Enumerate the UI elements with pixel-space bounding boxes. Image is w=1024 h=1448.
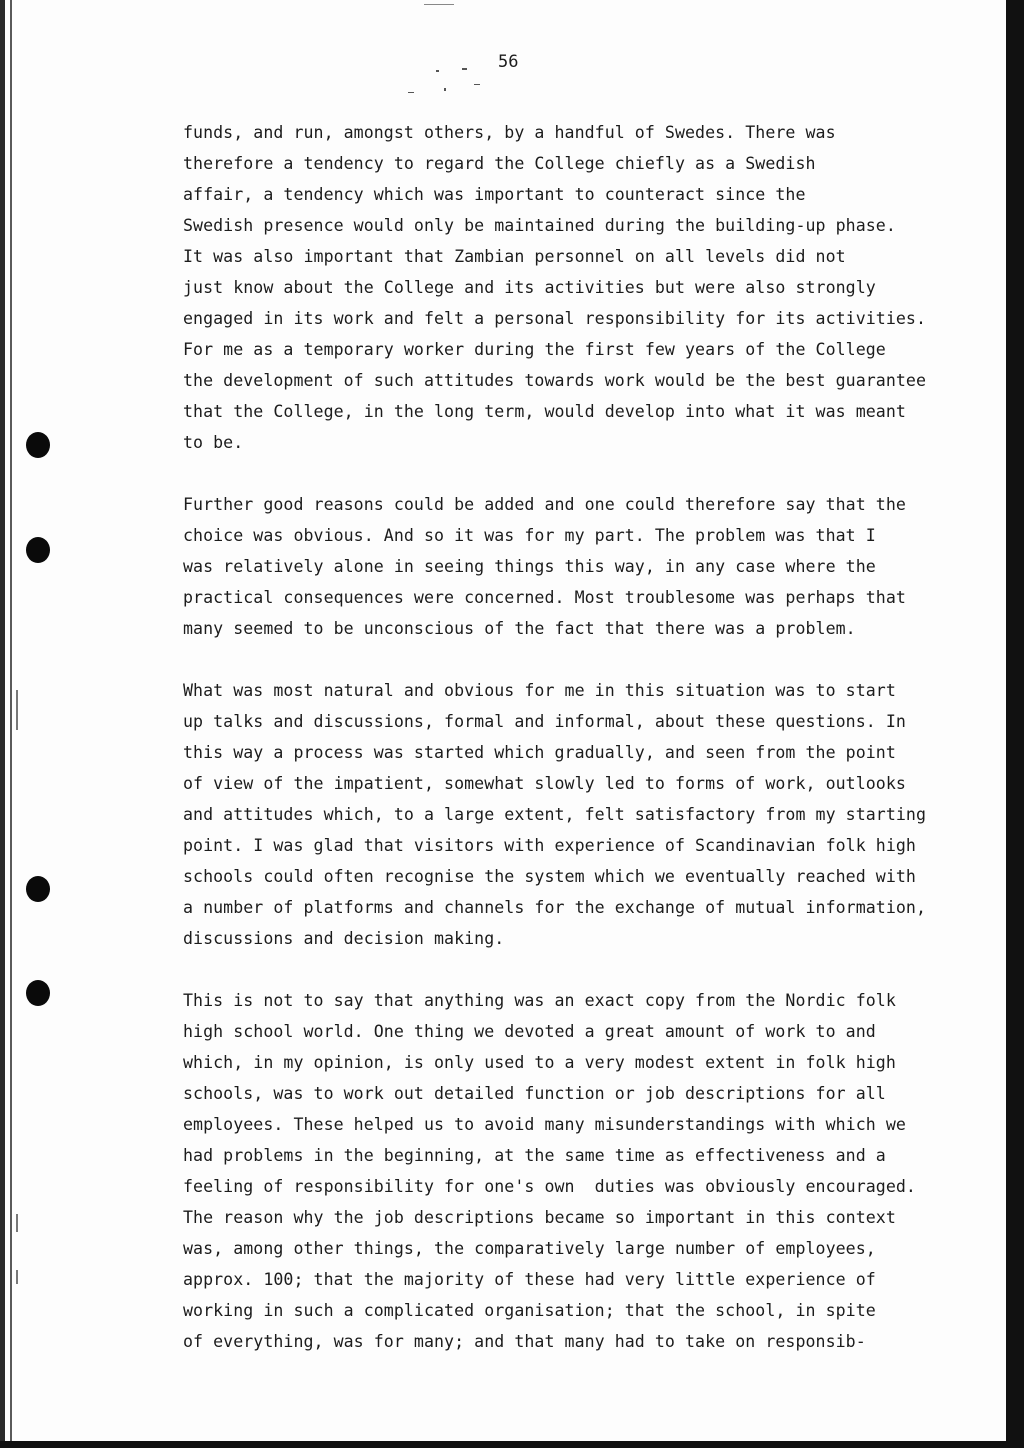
stray-mark <box>16 1214 18 1232</box>
text-line: a number of platforms and channels for the exchange of mutual information, <box>183 898 926 917</box>
text-line: working in such a complicated organisation; that the school, in spite <box>183 1301 876 1320</box>
text-line: engaged in its work and felt a personal responsibility for its activities. <box>183 309 926 328</box>
text-line: approx. 100; that the majority of these had very little experience of <box>183 1270 876 1289</box>
punch-hole <box>26 537 50 563</box>
punch-hole <box>26 980 50 1006</box>
stray-mark <box>436 70 439 72</box>
scan-edge-right <box>1006 0 1024 1448</box>
punch-hole <box>26 432 50 458</box>
text-line: For me as a temporary worker during the first few years of the College <box>183 340 886 359</box>
text-line: to be. <box>183 433 244 452</box>
text-line: had problems in the beginning, at the same time as effectiveness and a <box>183 1146 886 1165</box>
text-line: discussions and decision making. <box>183 929 505 948</box>
stray-mark <box>16 1270 18 1284</box>
text-line: practical consequences were concerned. Most troublesome was perhaps that <box>183 588 906 607</box>
text-line: feeling of responsibility for one's own duties was obviously encouraged. <box>183 1177 916 1196</box>
stray-mark <box>474 84 480 85</box>
body-text <box>183 117 973 1388</box>
text-line: of everything, was for many; and that many had to take on responsib- <box>183 1332 866 1351</box>
text-line: of view of the impatient, somewhat slowly led to forms of work, outlooks <box>183 774 906 793</box>
paragraph <box>183 117 973 458</box>
text-line: and attitudes which, to a large extent, felt satisfactory from my starting <box>183 805 926 824</box>
page-number: 56 <box>498 52 519 72</box>
paragraph <box>183 675 973 954</box>
text-line: this way a process was started which gradually, and seen from the point <box>183 743 896 762</box>
text-line: many seemed to be unconscious of the fact that there was a problem. <box>183 619 856 638</box>
text-line: just know about the College and its activities but were also strongly <box>183 278 876 297</box>
scan-edge-top-mark <box>424 4 454 5</box>
text-line: employees. These helped us to avoid many misunderstandings with which we <box>183 1115 906 1134</box>
text-line: which, in my opinion, is only used to a very modest extent in folk high <box>183 1053 896 1072</box>
stray-mark <box>462 68 467 70</box>
text-line: choice was obvious. And so it was for my part. The problem was that I <box>183 526 876 545</box>
text-line: was, among other things, the comparatively large number of employees, <box>183 1239 876 1258</box>
paragraph <box>183 985 973 1357</box>
stray-mark <box>16 690 18 730</box>
text-line: up talks and discussions, formal and informal, about these questions. In <box>183 712 906 731</box>
stray-mark <box>444 88 446 91</box>
scan-edge-left-line <box>10 0 12 1448</box>
text-line: that the College, in the long term, would develop into what it was meant <box>183 402 906 421</box>
text-line: It was also important that Zambian personnel on all levels did not <box>183 247 846 266</box>
text-line: high school world. One thing we devoted a great amount of work to and <box>183 1022 876 1041</box>
text-line: therefore a tendency to regard the College chiefly as a Swedish <box>183 154 816 173</box>
paragraph <box>183 489 973 644</box>
text-line: This is not to say that anything was an exact copy from the Nordic folk <box>183 991 896 1010</box>
text-line: schools could often recognise the system which we eventually reached with <box>183 867 916 886</box>
text-line: the development of such attitudes towards work would be the best guarantee <box>183 371 926 390</box>
scan-edge-left <box>0 0 5 1448</box>
text-line: schools, was to work out detailed function or job descriptions for all <box>183 1084 886 1103</box>
text-line: point. I was glad that visitors with experience of Scandinavian folk high <box>183 836 916 855</box>
stray-mark <box>408 92 414 93</box>
scan-edge-bottom <box>0 1441 1024 1448</box>
text-line: Swedish presence would only be maintained during the building-up phase. <box>183 216 896 235</box>
text-line: The reason why the job descriptions became so important in this context <box>183 1208 896 1227</box>
text-line: funds, and run, amongst others, by a handful of Swedes. There was <box>183 123 836 142</box>
text-line: affair, a tendency which was important to counteract since the <box>183 185 806 204</box>
text-line: What was most natural and obvious for me in this situation was to start <box>183 681 896 700</box>
punch-hole <box>26 876 50 902</box>
text-line: was relatively alone in seeing things this way, in any case where the <box>183 557 876 576</box>
text-line: Further good reasons could be added and one could therefore say that the <box>183 495 906 514</box>
